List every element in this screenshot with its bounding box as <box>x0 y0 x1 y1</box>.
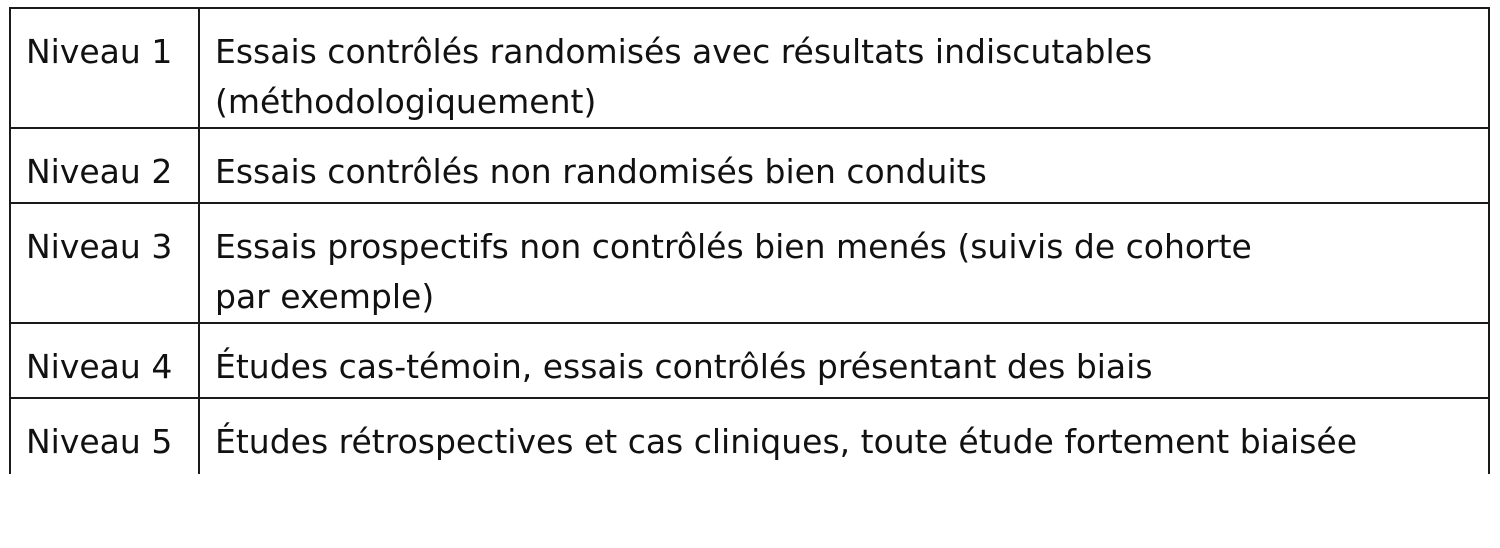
level-description <box>199 398 1489 474</box>
description-line-1: Essais contrôlés randomisés avec résultats indiscutables <box>215 32 1153 71</box>
description-line-1: Études cas-témoin, essais contrôlés présentant des biais <box>215 347 1153 386</box>
level-description <box>199 203 1489 323</box>
table-row-level-1 <box>10 8 1489 128</box>
description-line-2: (méthodologiquement) <box>215 82 597 121</box>
level-label: Niveau 5 <box>10 398 199 474</box>
level-description <box>199 8 1489 128</box>
level-description <box>199 323 1489 398</box>
level-description <box>199 128 1489 203</box>
table-row-level-3 <box>10 203 1489 323</box>
description-line-1: Études rétrospectives et cas cliniques, toute étude fortement biaisée <box>215 422 1358 461</box>
table-row-level-4 <box>10 323 1489 398</box>
description-line-2: par exemple) <box>215 277 435 316</box>
evidence-level-table <box>9 7 1490 474</box>
description-line-1: Essais contrôlés non randomisés bien conduits <box>215 152 987 191</box>
table-row-level-2 <box>10 128 1489 203</box>
level-label: Niveau 4 <box>10 323 199 398</box>
description-line-1: Essais prospectifs non contrôlés bien menés (suivis de cohorte <box>215 227 1252 266</box>
level-label: Niveau 2 <box>10 128 199 203</box>
level-label: Niveau 1 <box>10 8 199 128</box>
level-label: Niveau 3 <box>10 203 199 323</box>
table-row-level-5 <box>10 398 1489 474</box>
